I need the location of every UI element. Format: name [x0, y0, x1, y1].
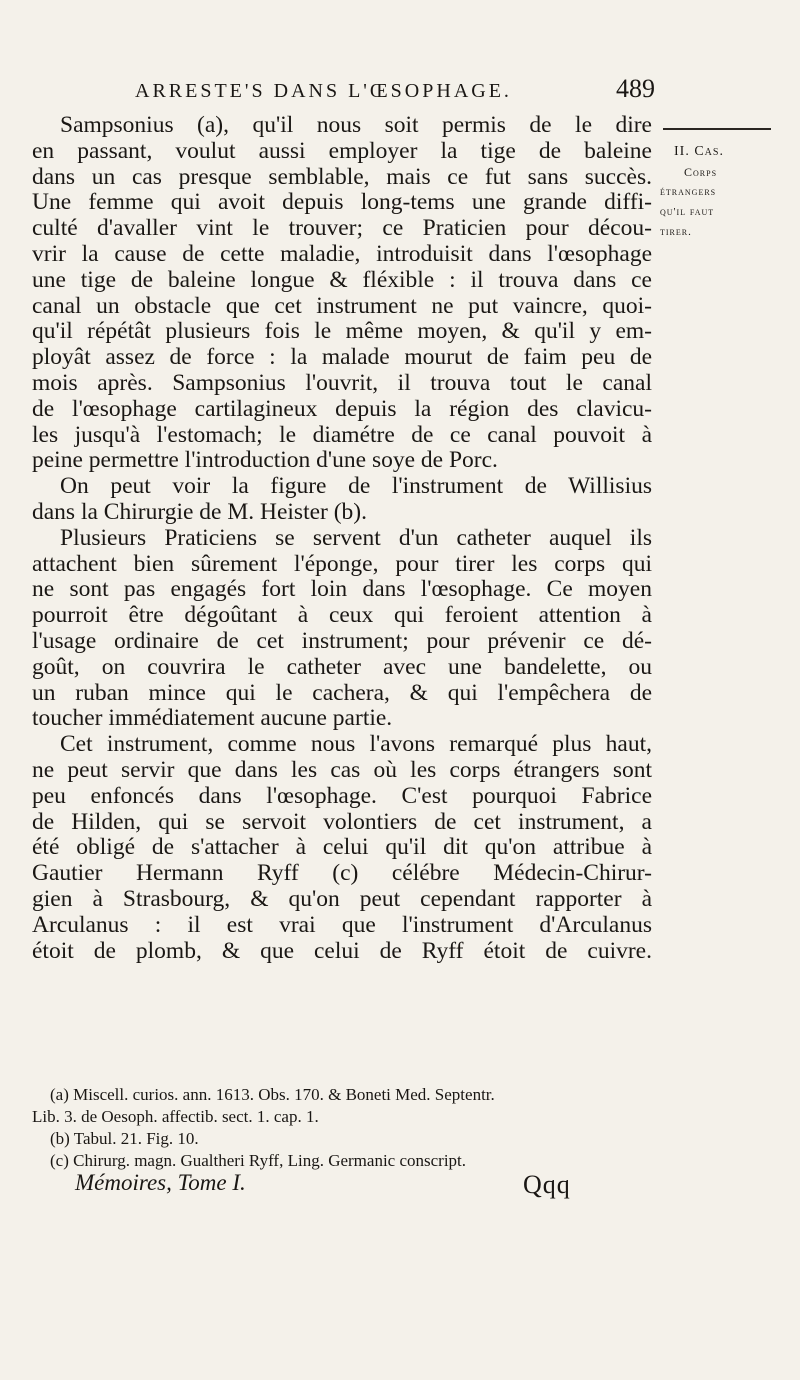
text-line: mois après. Sampsonius l'ouvrit, il trouva tout le canal	[32, 369, 652, 396]
text-line: attachent bien sûrement l'éponge, pour tirer les corps qui	[32, 550, 652, 577]
text-line: ne peut servir que dans les cas où les corps étrangers sont	[32, 756, 652, 783]
text-line: étoit de plomb, & que celui de Ryff étoit de cuivre.	[32, 937, 652, 964]
text-line: une tige de baleine longue & fléxible : il trouva dans ce	[32, 266, 652, 293]
text-line: été obligé de s'attacher à celui qu'il dit qu'on attribue à	[32, 834, 652, 861]
footnote-line: Lib. 3. de Oesoph. affectib. sect. 1. cap. 1.	[32, 1107, 319, 1126]
footnote-line: (a) Miscell. curios. ann. 1613. Obs. 170. & Boneti Med. Septentr.	[50, 1085, 495, 1104]
text-line: l'usage ordinaire de cet instrument; pour prévenir ce dé-	[32, 627, 652, 654]
main-text	[32, 113, 652, 964]
text-line: Plusieurs Praticiens se servent d'un catheter auquel ils	[60, 524, 652, 551]
text-line: canal un obstacle que cet instrument ne put vaincre, quoi-	[32, 292, 652, 319]
text-line: goût, on couvrira le catheter avec une bandelette, ou	[32, 653, 652, 680]
text-line: Sampsonius (a), qu'il nous soit permis de le dire	[60, 112, 652, 138]
text-line: peine permettre l'introduction d'une soye de Porc.	[32, 447, 498, 474]
text-line: dans la Chirurgie de M. Heister (b).	[32, 498, 368, 525]
text-line: culté d'avaller vint le trouver; ce Praticien pour décou-	[32, 215, 652, 242]
text-line: vrir la cause de cette maladie, introduisit dans l'œsophage	[32, 240, 652, 267]
text-line: ne sont pas engagés fort loin dans l'œsophage. Ce moyen	[32, 576, 652, 603]
text-line: toucher immédiatement aucune partie.	[32, 705, 393, 732]
signature-mark: Qqq	[523, 1170, 571, 1199]
marginal-note-line: II. Cas.	[674, 144, 724, 159]
footnote-line: (b) Tabul. 21. Fig. 10.	[50, 1129, 199, 1148]
page-number: 489	[616, 74, 655, 103]
text-line: ployât assez de force : la malade mourut de faim peu de	[32, 344, 652, 371]
text-line: de l'œsophage cartilagineux depuis la région des clavicu-	[32, 395, 652, 422]
footnotes	[32, 1084, 657, 1172]
text-line: Cet instrument, comme nous l'avons remarqué plus haut,	[60, 731, 652, 758]
text-line: dans un cas presque semblable, mais ce fut sans succès.	[32, 163, 652, 190]
marginal-note	[660, 142, 772, 242]
signature-line	[75, 1170, 595, 1202]
text-line: gien à Strasbourg, & qu'on peut cependant rapporter à	[32, 885, 652, 912]
margin-rule	[663, 128, 771, 130]
text-line: en passant, voulut aussi employer la tige de baleine	[32, 137, 652, 164]
volume-title: Mémoires, Tome I.	[75, 1170, 246, 1195]
running-title: ARRESTE'S DANS L'ŒSOPHAGE.	[135, 80, 512, 102]
text-line: qu'il répétât plusieurs fois le même moyen, & qu'il y em-	[32, 318, 652, 345]
text-line: On peut voir la figure de l'instrument de Willisius	[60, 473, 652, 500]
text-line: Une femme qui avoit depuis long-tems une grande diffi-	[32, 189, 652, 216]
marginal-note-line: qu'il faut	[660, 206, 715, 218]
text-line: Arculanus : il est vrai que l'instrument d'Arculanus	[32, 911, 652, 938]
marginal-note-line: étrangers	[660, 186, 717, 198]
text-line: Gautier Hermann Ryff (c) célébre Médecin-Chirur-	[32, 860, 652, 887]
text-line: les jusqu'à l'estomach; le diamétre de ce canal pouvoit à	[32, 421, 652, 448]
text-line: de Hilden, qui se servoit volontiers de cet instrument, a	[32, 808, 652, 835]
text-line: peu enfoncés dans l'œsophage. C'est pourquoi Fabrice	[32, 782, 652, 809]
marginal-note-line: tirer.	[660, 226, 692, 238]
text-line: un ruban mince qui le cachera, & qui l'empêchera de	[32, 679, 652, 706]
text-line: pourroit être dégoûtant à ceux qui feroient attention à	[32, 602, 652, 629]
footnote-line: (c) Chirurg. magn. Gualtheri Ryff, Ling. Germanic conscript.	[50, 1151, 467, 1170]
marginal-note-line: Corps	[684, 165, 718, 179]
